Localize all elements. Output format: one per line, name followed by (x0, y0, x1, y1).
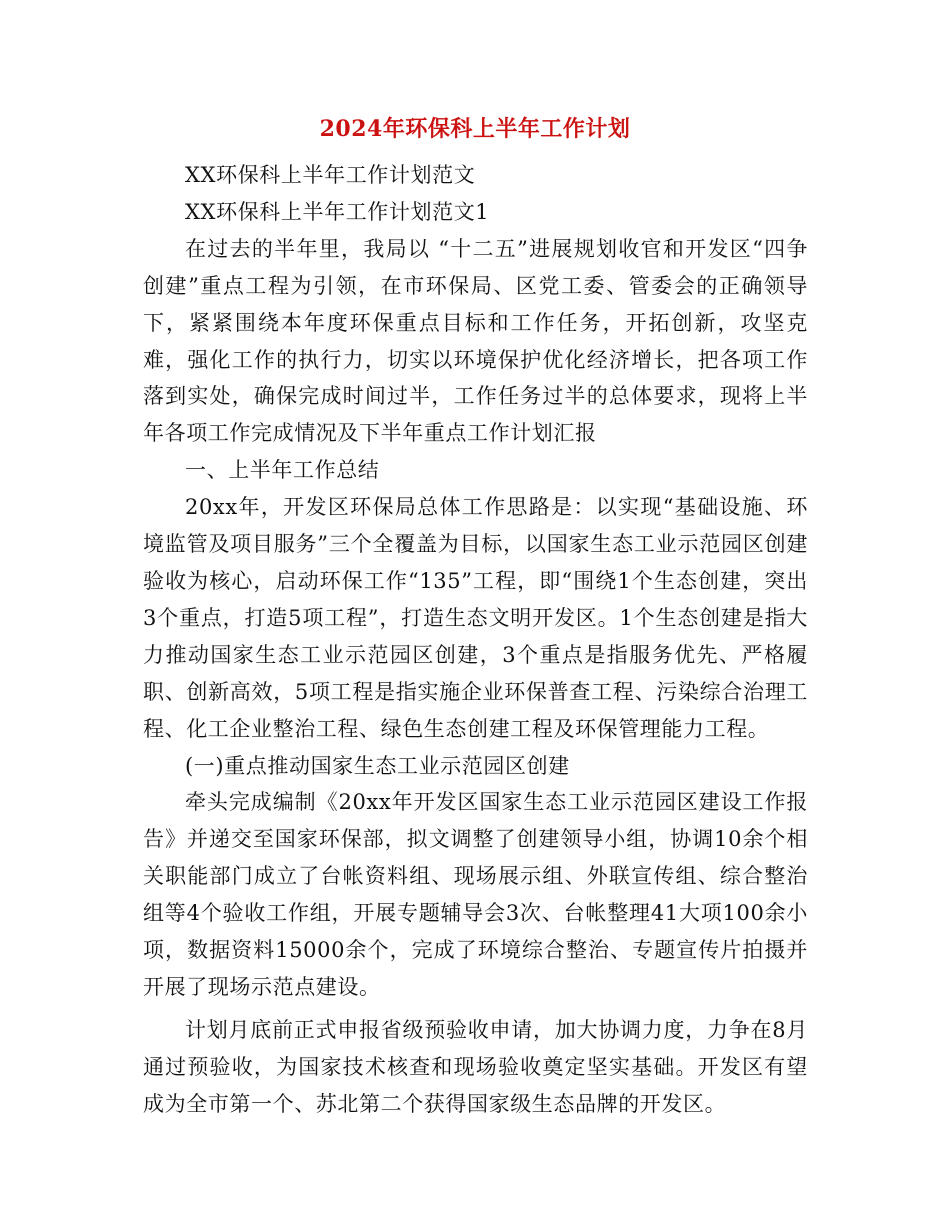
document-title: 2024年环保科上半年工作计划 (319, 116, 631, 142)
body-paragraph: 牵头完成编制《20xx年开发区国家生态工业示范园区建设工作报告》并递交至国家环保部，拟文调整了创建领导小组，协调10余个相关职能部门成立了台帐资料组、现场展示组、外联宣传组、综合整治组等4个验收工作组，开展专题辅导会3次、台帐整理41大项100余小项，数据资料15000余个，完成了环境综合整治、专题宣传片拍摄并开展了现场示范点建设。 (143, 790, 808, 999)
subtitle-line: XX环保科上半年工作计划范文 (185, 163, 476, 187)
section-heading: 一、上半年工作总结 (185, 458, 380, 483)
subsection-heading: (一)重点推动国家生态工业示范园区创建 (185, 753, 570, 778)
body-paragraph: 20xx年，开发区环保局总体工作思路是：以实现“基础设施、环境监管及项目服务”三个全覆盖为目标，以国家生态工业示范园区创建验收为核心，启动环保工作“135”工程，即“围绕1个生态创建，突出3个重点，打造5项工程”，打造生态文明开发区。1个生态创建是指大力推动国家生态工业示范园区创建，3个重点是指服务优先、严格履职、创新高效，5项工程是指实施企业环保普查工程、污染综合治理工程、化工企业整治工程、绿色生态创建工程及环保管理能力工程。 (143, 495, 808, 741)
subtitle-line: XX环保科上半年工作计划范文1 (185, 199, 490, 224)
body-paragraph: 计划月底前正式申报省级预验收申请，加大协调力度，力争在8月通过预验收，为国家技术核查和现场验收奠定坚实基础。开发区有望成为全市第一个、苏北第二个获得国家级生态品牌的开发区。 (143, 1017, 808, 1116)
body-paragraph: 在过去的半年里，我局以 “十二五”进展规划收官和开发区“四争创建”重点工程为引领，在市环保局、区党工委、管委会的正确领导下，紧紧围绕本年度环保重点目标和工作任务，开拓创新，攻坚克难，强化工作的执行力，切实以环境保护优化经济增长，把各项工作落到实处，确保完成时间过半，工作任务过半的总体要求，现将上半年各项工作完成情况及下半年重点工作计划汇报 (143, 236, 808, 446)
document-body (143, 157, 808, 1123)
